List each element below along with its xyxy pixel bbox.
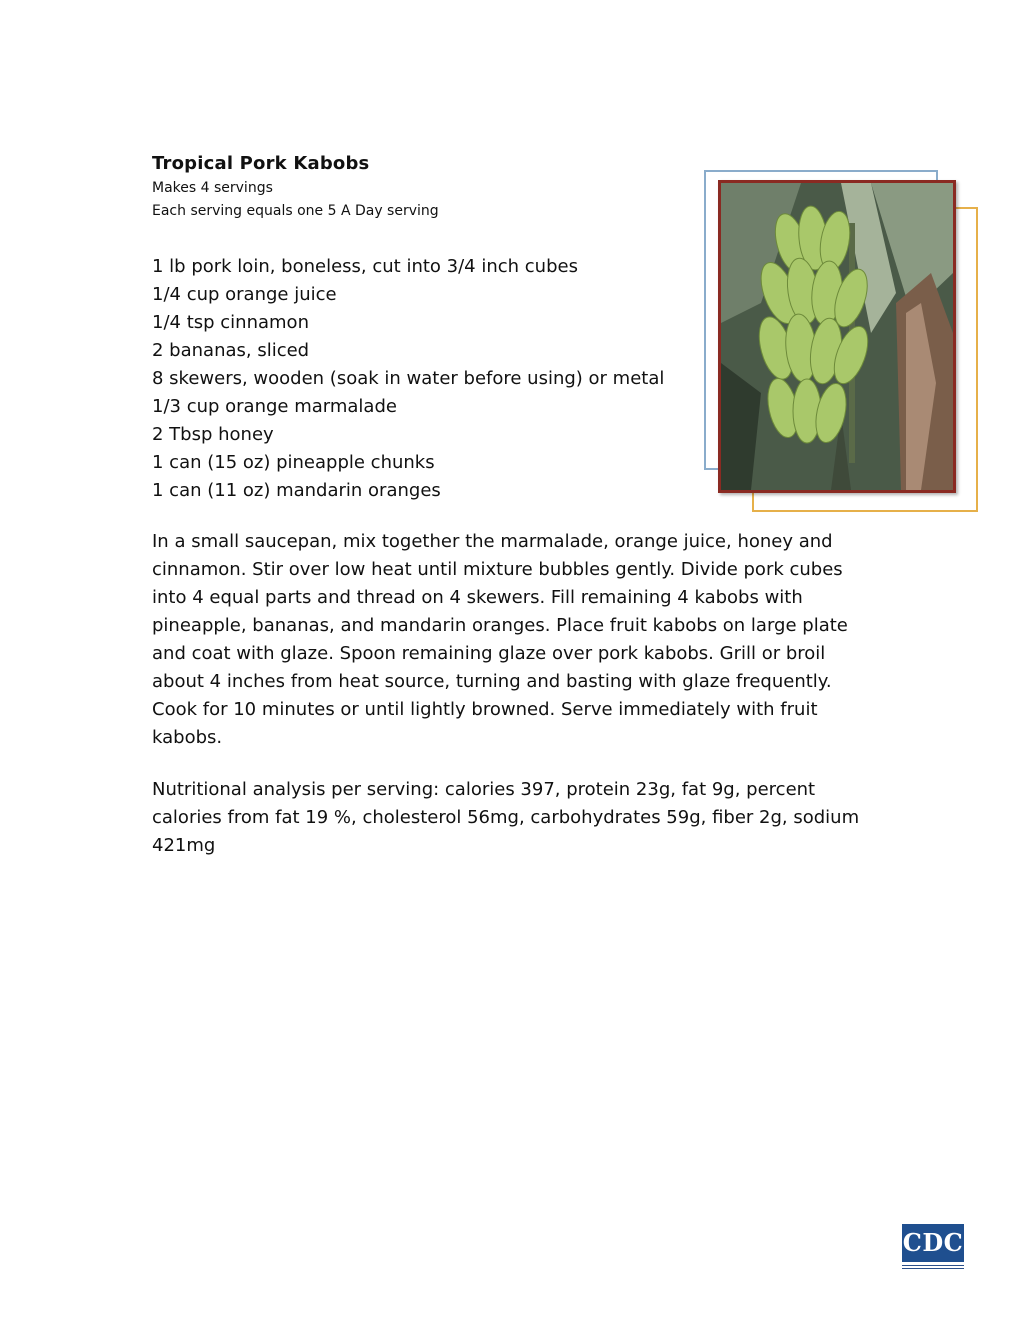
ingredient-list	[152, 253, 664, 505]
cdc-logo-text: CDC	[902, 1224, 964, 1262]
ingredient-item: 1 can (11 oz) mandarin oranges	[152, 480, 441, 501]
ingredient-item: 1/3 cup orange marmalade	[152, 396, 397, 417]
recipe-title: Tropical Pork Kabobs	[152, 153, 370, 174]
cdc-logo	[902, 1224, 964, 1272]
ingredient-item: 1/4 tsp cinnamon	[152, 312, 309, 333]
cdc-logo-fine-print	[902, 1265, 964, 1271]
ingredient-item: 2 bananas, sliced	[152, 340, 310, 361]
nutrition-paragraph: Nutritional analysis per serving: calories 397, protein 23g, fat 9g, percent calories from fat 19 %, cholesterol 56mg, carbohydrates 59g, fiber 2g, sodium 421mg	[152, 779, 860, 856]
ingredient-item: 1/4 cup orange juice	[152, 284, 337, 305]
five-a-day-text: Each serving equals one 5 A Day serving	[152, 203, 439, 219]
servings-text: Makes 4 servings	[152, 180, 273, 196]
ingredient-item: 1 can (15 oz) pineapple chunks	[152, 452, 435, 473]
banana-photo	[718, 180, 956, 493]
instructions-paragraph: In a small saucepan, mix together the marmalade, orange juice, honey and cinnamon. Stir over low heat until mixture bubbles gently. Divide pork cubes into 4 equal parts and thread on 4 skewers. Fill remaining 4 kabobs with pineapple, bananas, and mandarin oranges. Place fruit kabobs on large plate and coat with glaze. Spoon remaining glaze over pork kabobs. Grill or broil about 4 inches from heat source, turning and basting with glaze frequently. Cook for 10 minutes or until lightly browned. Serve immediately with fruit kabobs.	[152, 531, 848, 748]
ingredient-item: 2 Tbsp honey	[152, 424, 274, 445]
ingredient-item: 1 lb pork loin, boneless, cut into 3/4 inch cubes	[152, 256, 578, 277]
ingredient-item: 8 skewers, wooden (soak in water before using) or metal	[152, 368, 665, 389]
